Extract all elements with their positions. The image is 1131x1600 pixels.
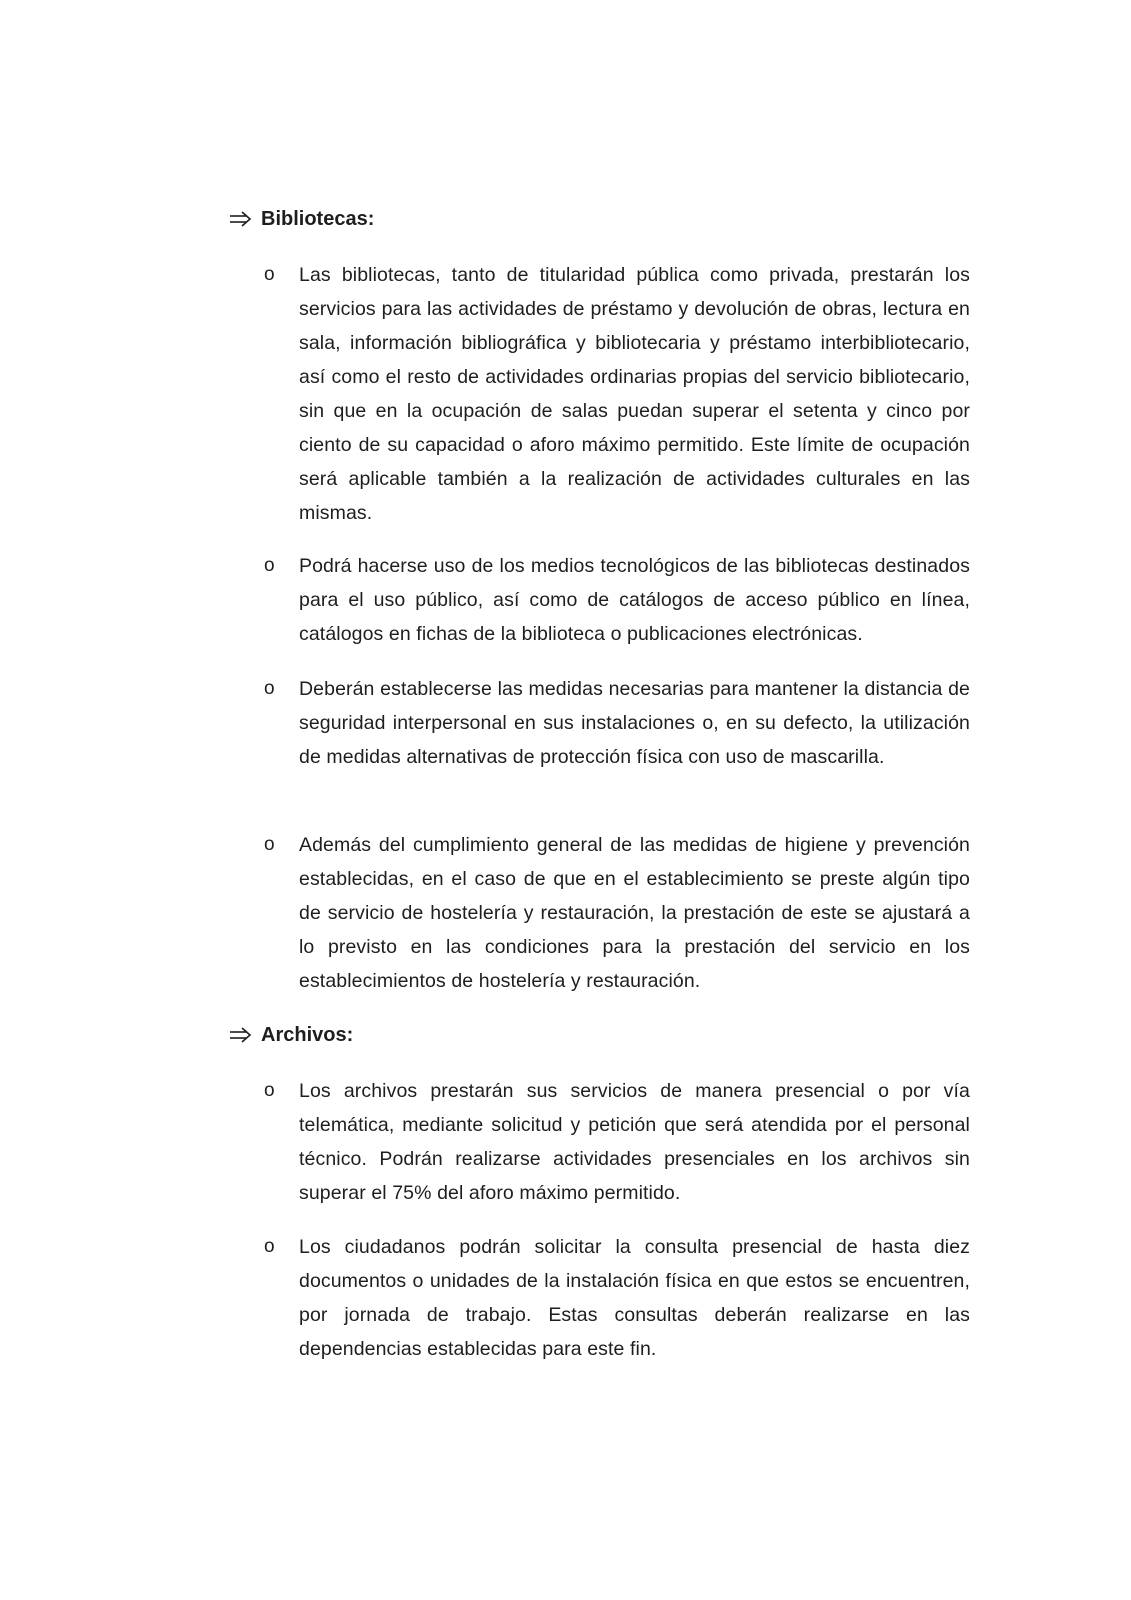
list-item [264,549,970,651]
list-item [264,1074,970,1210]
section-heading-archivos [229,1018,353,1052]
list-bullet: o [264,264,275,285]
list-bullet: o [264,678,275,699]
list-bullet: o [264,555,275,576]
section-heading-label: Bibliotecas: [261,208,375,230]
list-item [264,258,970,530]
double-right-arrow-icon [229,1027,253,1043]
list-item [264,672,970,774]
section-heading-label: Archivos: [261,1024,354,1046]
list-bullet: o [264,834,275,855]
list-item [264,828,970,998]
list-bullet: o [264,1080,275,1101]
list-item-text: Podrá hacerse uso de los medios tecnológicos de las bibliotecas destinados para el uso público, así como de catálogos de acceso público en línea, catálogos en fichas de la biblioteca o publicaciones electrónicas. [299,555,970,645]
section-heading-bibliotecas [229,202,374,236]
list-bullet: o [264,1236,275,1257]
list-item-text: Los archivos prestarán sus servicios de manera presencial o por vía telemática, mediante solicitud y petición que será atendida por el personal técnico. Podrán realizarse actividades presenciales en los archivos sin superar el 75% del aforo máximo permitido. [299,1080,970,1204]
list-item-text: Además del cumplimiento general de las medidas de higiene y prevención establecidas, en el caso de que en el establecimiento se preste algún tipo de servicio de hostelería y restauración, la prestación de este se ajustará a lo previsto en las condiciones para la prestación del servicio en los establecimientos de hostelería y restauración. [299,834,970,992]
list-item-text: Deberán establecerse las medidas necesarias para mantener la distancia de seguridad interpersonal en sus instalaciones o, en su defecto, la utilización de medidas alternativas de protección física con uso de mascarilla. [299,678,970,768]
list-item [264,1230,970,1366]
list-item-text: Los ciudadanos podrán solicitar la consulta presencial de hasta diez documentos o unidades de la instalación física en que estos se encuentren, por jornada de trabajo. Estas consultas deberán realizarse en las dependencias establecidas para este fin. [299,1236,970,1360]
list-item-text: Las bibliotecas, tanto de titularidad pública como privada, prestarán los servicios para las actividades de préstamo y devolución de obras, lectura en sala, información bibliográfica y bibliotecaria y préstamo interbibliotecario, así como el resto de actividades ordinarias propias del servicio bibliotecario, sin que en la ocupación de salas puedan superar el setenta y cinco por ciento de su capacidad o aforo máximo permitido. Este límite de ocupación será aplicable también a la realización de actividades culturales en las mismas. [299,264,970,524]
double-right-arrow-icon [229,211,253,227]
